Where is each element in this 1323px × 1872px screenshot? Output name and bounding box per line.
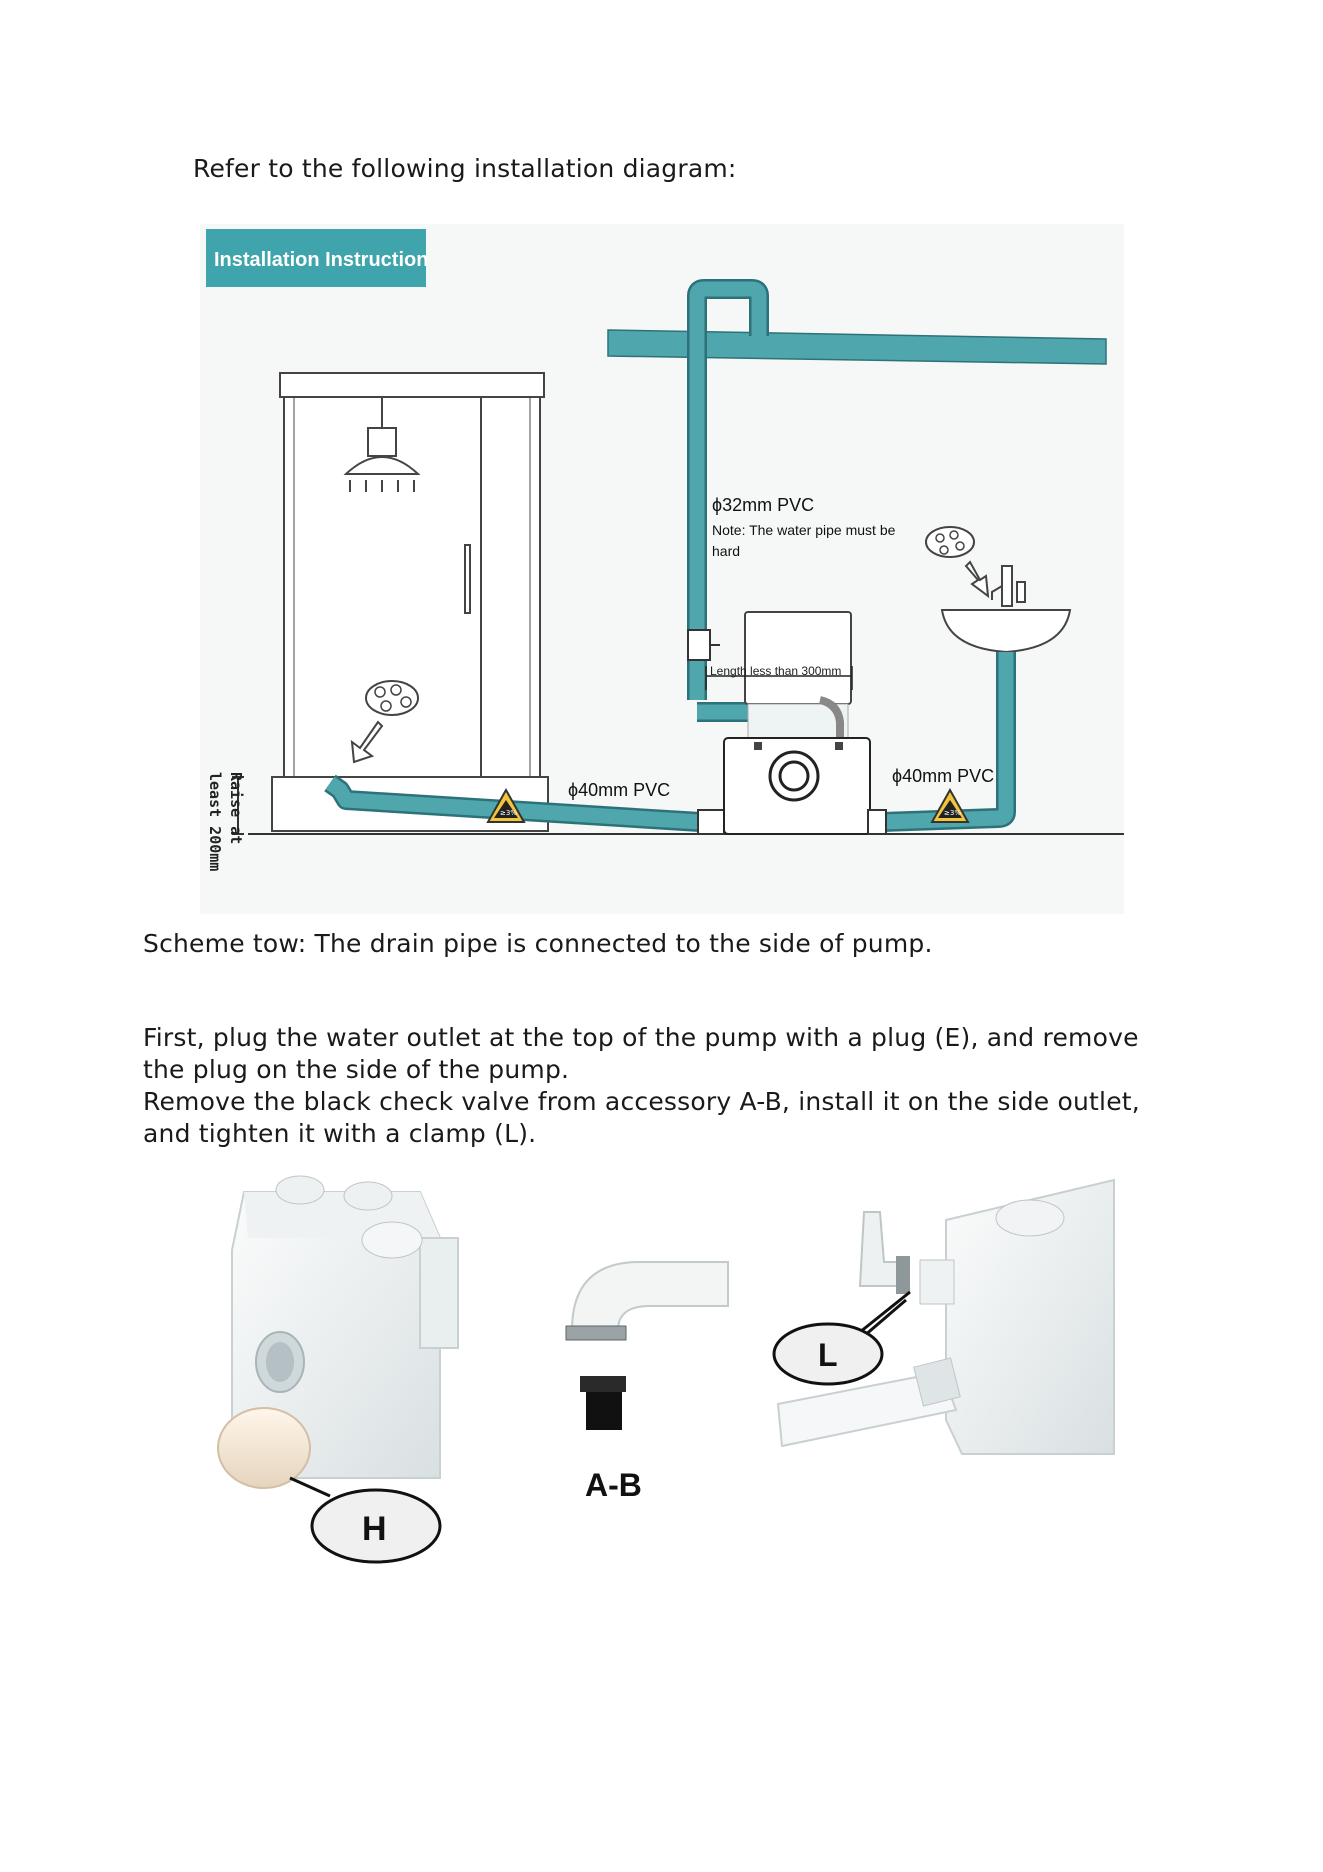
photo-side-outlet <box>774 1180 1114 1454</box>
svg-text:≥3%: ≥3% <box>500 809 517 817</box>
length-label: Length less than 300mm <box>710 664 842 678</box>
label-h: H <box>362 1510 387 1548</box>
intro-text: Refer to the following installation diagram: <box>193 154 737 183</box>
instruction-line-2: the plug on the side of the pump. <box>143 1055 570 1084</box>
pipe-32-label: ϕ32mm PVC <box>712 495 815 515</box>
scheme-text: Scheme tow: The drain pipe is connected to the side of pump. <box>143 929 933 958</box>
plug-h-cap <box>218 1408 310 1488</box>
photo-accessory-ab <box>566 1262 728 1503</box>
raise-label-line2: least 200mm <box>206 772 224 872</box>
raise-label-line1: Raise at <box>227 772 245 845</box>
label-ab: A-B <box>585 1467 642 1503</box>
instruction-line-3: Remove the black check valve from accessory A-B, install it on the side outlet, <box>143 1087 1140 1116</box>
svg-text:≥3%: ≥3% <box>944 809 961 817</box>
note-line2: hard <box>712 543 741 559</box>
instruction-line-4: and tighten it with a clamp (L). <box>143 1119 537 1148</box>
pipe-40-left-label: ϕ40mm PVC <box>568 780 671 800</box>
instruction-line-1: First, plug the water outlet at the top of the pump with a plug (E), and remove <box>143 1023 1139 1052</box>
diagram-header-label: Installation Instruction <box>214 249 429 271</box>
pipe-40-right-label: ϕ40mm PVC <box>892 766 995 786</box>
label-l: L <box>818 1337 838 1373</box>
note-line1: Note: The water pipe must be <box>712 522 896 538</box>
photo-pump-side <box>218 1176 458 1562</box>
